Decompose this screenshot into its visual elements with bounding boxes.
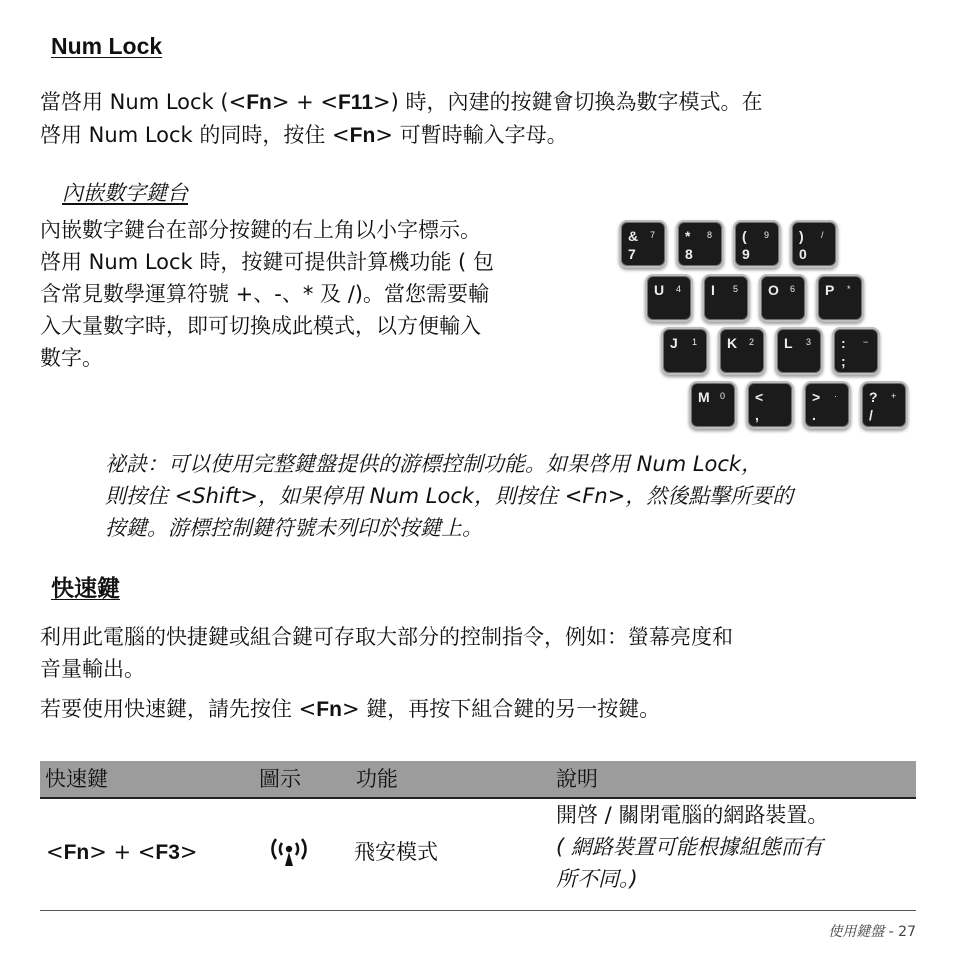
- keypad-key: [721, 330, 763, 372]
- tip-line: 祕訣：可以使用完整鍵盤提供的游標控制功能。如果啓用 Num Lock，: [105, 452, 763, 476]
- key-legend-sub: /: [869, 407, 873, 423]
- tip-line: 則按住 <Shift>，如果停用 Num Lock，則按住 <Fn>，然後點擊所要的: [105, 484, 794, 508]
- key-legend-sub: 7: [628, 246, 636, 262]
- key-legend-main: O: [768, 282, 779, 298]
- key-legend-numpad: 4: [676, 284, 682, 294]
- key-fn: Fn: [349, 124, 376, 147]
- key-legend-numpad: 2: [749, 337, 755, 347]
- key-legend-main: L: [784, 335, 793, 351]
- key-legend-main: :: [841, 335, 846, 351]
- text-run: 當啓用 Num Lock (<: [40, 90, 247, 114]
- text-run: 啓用 Num Lock 的同時，按住 <: [40, 123, 350, 147]
- key-legend-main: M: [698, 389, 710, 405]
- keypad-key: [793, 223, 835, 265]
- cell-function: 飛安模式: [354, 840, 438, 864]
- keypad-line: 入大量數字時，即可切換成此模式，以方便輸入: [40, 314, 481, 338]
- cell-description: [556, 799, 916, 895]
- key-legend-numpad: 3: [806, 337, 812, 347]
- text-run: > + <: [89, 840, 156, 864]
- key-legend-sub: ,: [755, 407, 759, 423]
- keypad-key: [622, 223, 664, 265]
- key-legend-sub: ;: [841, 353, 846, 369]
- text-run: 若要使用快速鍵，請先按住 <: [40, 697, 317, 721]
- keypad-key: [705, 277, 747, 319]
- keypad-line: 數字。: [40, 346, 103, 370]
- hotkeys-usage-paragraph: [40, 693, 920, 726]
- header-description: 說明: [556, 767, 598, 791]
- header-function: 功能: [356, 767, 398, 791]
- keypad-line: 內嵌數字鍵台在部分按鍵的右上角以小字標示。: [40, 218, 481, 242]
- numlock-paragraph: [40, 86, 920, 152]
- key-legend-numpad: 0: [720, 391, 726, 401]
- text-run: >: [179, 840, 198, 864]
- keypad-key: [806, 384, 848, 426]
- key-legend-numpad: /: [821, 230, 824, 240]
- hotkeys-line: 音量輸出。: [40, 657, 145, 681]
- key-fn: Fn: [63, 841, 90, 864]
- tip-paragraph: [105, 448, 925, 544]
- numlock-line-2: [40, 119, 920, 152]
- key-legend-numpad: 1: [692, 337, 698, 347]
- footer-separator: -: [884, 924, 899, 940]
- hotkeys-line: 利用此電腦的快捷鍵或組合鍵可存取大部分的控制指令，例如：螢幕亮度和: [40, 625, 733, 649]
- description-note-line: ( 網路裝置可能根據組態而有: [556, 835, 823, 859]
- hotkey-table-header: [40, 761, 916, 799]
- key-legend-main: ): [799, 228, 804, 244]
- key-legend-main: J: [670, 335, 678, 351]
- keypad-key: [762, 277, 804, 319]
- key-legend-main: I: [711, 282, 715, 298]
- keypad-key: [835, 330, 877, 372]
- key-legend-main: P: [825, 282, 835, 298]
- key-legend-numpad: 8: [707, 230, 713, 240]
- key-legend-numpad: ·: [834, 391, 837, 401]
- keypad-key: [778, 330, 820, 372]
- table-bottom-rule: [40, 910, 916, 911]
- page-footer: [828, 921, 916, 941]
- hotkeys-paragraph: [40, 621, 920, 685]
- text-run: >) 時，內建的按鍵會切換為數字模式。在: [373, 90, 763, 114]
- description-note-line: 所不同。): [556, 867, 638, 891]
- header-icon: 圖示: [259, 767, 301, 791]
- page-number: 27: [898, 924, 916, 940]
- key-legend-main: ?: [869, 389, 878, 405]
- cell-hotkey: [46, 836, 198, 869]
- keypad-key: [819, 277, 861, 319]
- key-legend-numpad: 5: [733, 284, 739, 294]
- keypad-line: 啓用 Num Lock 時，按鍵可提供計算機功能 ( 包: [40, 250, 494, 274]
- key-legend-main: U: [654, 282, 665, 298]
- key-f3: F3: [155, 841, 180, 864]
- key-legend-main: <: [755, 389, 764, 405]
- key-legend-main: *: [685, 228, 691, 244]
- key-legend-numpad: *: [847, 284, 851, 294]
- key-legend-main: >: [812, 389, 821, 405]
- wireless-antenna-icon: [265, 836, 313, 868]
- table-row: [40, 799, 916, 910]
- keypad-key: [749, 384, 791, 426]
- keypad-key: [736, 223, 778, 265]
- heading-num-lock: Num Lock: [51, 33, 163, 59]
- keypad-paragraph: [40, 214, 600, 374]
- key-legend-numpad: 6: [790, 284, 796, 294]
- header-hotkey: 快速鍵: [45, 767, 108, 791]
- keypad-key: [679, 223, 721, 265]
- key-legend-numpad: 9: [764, 230, 770, 240]
- key-legend-numpad: −: [863, 337, 869, 347]
- heading-hotkeys: 快速鍵: [51, 575, 120, 601]
- text-run: > + <: [271, 90, 338, 114]
- text-run: > 可暫時輸入字母。: [375, 123, 568, 147]
- tip-line: 按鍵。游標控制鍵符號未列印於按鍵上。: [105, 516, 483, 540]
- keypad-key: [863, 384, 905, 426]
- key-legend-main: &: [628, 228, 639, 244]
- footer-section: 使用鍵盤: [828, 924, 885, 940]
- key-legend-sub: 8: [685, 246, 693, 262]
- text-run: > 鍵，再按下組合鍵的另一按鍵。: [341, 697, 661, 721]
- description-line: 開啓 / 關閉電腦的網路裝置。: [556, 803, 829, 827]
- keypad-key: [648, 277, 690, 319]
- key-fn: Fn: [316, 698, 342, 721]
- key-legend-main: (: [742, 228, 747, 244]
- key-legend-main: K: [727, 335, 738, 351]
- numlock-line-1: [40, 86, 920, 119]
- embedded-keypad-illustration: [614, 215, 912, 430]
- text-run: <: [46, 840, 64, 864]
- key-legend-numpad: +: [891, 391, 897, 401]
- keypad-line: 含常見數學運算符號 +、-、* 及 /)。當您需要輸: [40, 282, 489, 306]
- key-legend-numpad: 7: [650, 230, 656, 240]
- keypad-key: [692, 384, 734, 426]
- key-f11: F11: [337, 91, 374, 114]
- subheading-embedded-keypad: 內嵌數字鍵台: [62, 181, 188, 205]
- key-legend-sub: .: [812, 407, 816, 423]
- key-legend-sub: 0: [799, 246, 807, 262]
- keypad-key: [664, 330, 706, 372]
- key-fn: Fn: [246, 91, 272, 114]
- key-legend-sub: 9: [742, 246, 750, 262]
